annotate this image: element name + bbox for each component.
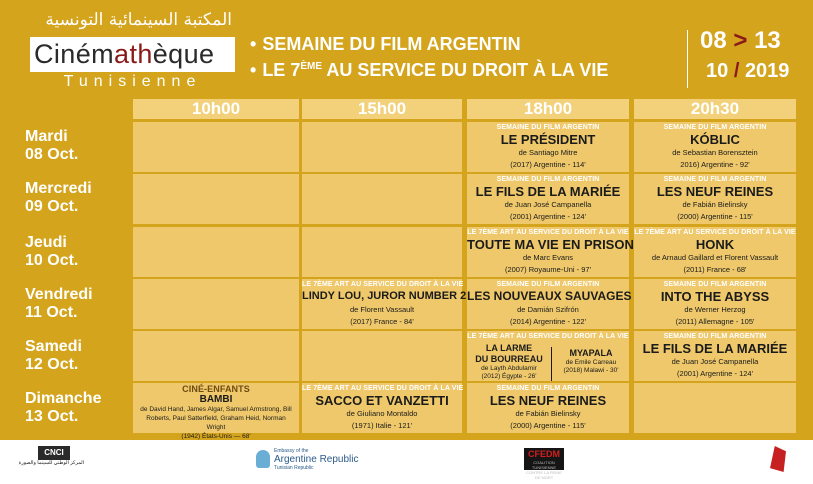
embassy-name: Argentine Republic: [274, 454, 359, 465]
film-info: (2000) Argentine - 115': [510, 421, 586, 430]
date-slash: /: [733, 60, 740, 82]
screening-cell: [634, 227, 796, 277]
month: 10: [706, 60, 729, 82]
film-title-line1: LA LARME: [485, 343, 533, 353]
program-label: SEMAINE DU FILM ARGENTIN: [663, 333, 767, 340]
film-title: LINDY LOU, JUROR NUMBER 2: [302, 290, 467, 302]
empty-slot: [302, 227, 462, 277]
program-label: SEMAINE DU FILM ARGENTIN: [496, 124, 600, 131]
date-divider: [687, 30, 688, 88]
embassy-logo: [274, 448, 359, 471]
date-arrow: >: [733, 27, 748, 54]
screening-cell: [467, 279, 632, 329]
screening-cell: [634, 331, 796, 381]
year: 2019: [744, 60, 790, 82]
film-director: de Fabián Bielinsky: [682, 200, 748, 209]
coalition-logo: [524, 448, 564, 480]
date-from: 08: [700, 27, 727, 54]
film-title: LE FILS DE LA MARIÉE: [642, 341, 788, 356]
film-title: LE FILS DE LA MARIÉE: [475, 184, 621, 199]
cnci-logo: [18, 446, 84, 466]
cinematheque-logo: [30, 37, 235, 72]
film-director: de Werner Herzog: [684, 305, 746, 314]
screening-cell: [302, 279, 467, 329]
film-title: LES NEUF REINES: [656, 184, 774, 199]
day-date: 13 Oct.: [25, 408, 79, 425]
empty-slot: [302, 122, 462, 172]
day-date: 08 Oct.: [25, 146, 79, 163]
empty-slot: [302, 174, 462, 224]
headline-2-start: LE 7: [262, 60, 301, 80]
day-name: Mercredi: [25, 180, 92, 197]
month-year: [706, 60, 789, 83]
film-title: LES NOUVEAUX SAUVAGES: [467, 289, 632, 303]
film-info: (2001) Argentine - 124': [509, 212, 587, 221]
day-label-saturday: [25, 338, 125, 374]
film-info: (2014) Argentine - 122': [509, 317, 587, 326]
day-name: Mardi: [25, 128, 68, 145]
sponsor-footer: [0, 440, 813, 484]
day-name: Dimanche: [25, 390, 102, 407]
film-title: SACCO ET VANZETTI: [315, 393, 449, 408]
empty-slot: [133, 227, 299, 277]
film-info: (1971) Italie - 121': [351, 421, 413, 430]
empty-slot: [133, 331, 299, 381]
film-director: de Florent Vassault: [349, 305, 415, 314]
time-header-15h00: 15h00: [302, 99, 462, 119]
headline-argentine-week: [250, 34, 521, 55]
film-director: de Santiago Mitre: [518, 148, 578, 157]
day-name: Vendredi: [25, 286, 93, 303]
bullet: •: [250, 34, 257, 54]
program-label: SEMAINE DU FILM ARGENTIN: [496, 385, 600, 392]
day-name: Jeudi: [25, 234, 67, 251]
film-title: INTO THE ABYSS: [660, 289, 770, 304]
program-label: SEMAINE DU FILM ARGENTIN: [663, 176, 767, 183]
screening-cell: [467, 174, 629, 224]
film-title: BAMBI: [199, 394, 233, 405]
screening-cell: [634, 174, 796, 224]
logo-arabic-text: المكتبة السينمائية التونسية: [45, 10, 232, 30]
film-info: (2012) Égypte - 26': [481, 373, 537, 380]
day-label-wednesday: [25, 180, 125, 216]
date-range: [700, 27, 781, 55]
time-header-20h30: 20h30: [634, 99, 796, 119]
film-title: LE PRÉSIDENT: [500, 132, 596, 147]
film-info: (2000) Argentine - 115': [677, 212, 753, 221]
program-label: SEMAINE DU FILM ARGENTIN: [663, 281, 767, 288]
red-emblem-icon: [770, 446, 786, 472]
day-date: 11 Oct.: [25, 304, 78, 321]
cnci-subtitle: المركز الوطني للسينما والصورة: [18, 460, 84, 466]
film-director: de Arnaud Gaillard et Florent Vassault: [651, 253, 779, 262]
day-name: Samedi: [25, 338, 82, 355]
day-label-sunday: [25, 390, 125, 426]
film-title: HONK: [695, 237, 735, 252]
screening-cell: [302, 383, 462, 433]
program-label: LE 7ÈME ART AU SERVICE DU DROIT À LA VIE: [634, 229, 796, 236]
double-screening-cell: [467, 331, 629, 381]
film-info: (2011) Allemagne - 105': [675, 317, 755, 326]
film-director: de Juan José Campanella: [504, 200, 592, 209]
program-label: SEMAINE DU FILM ARGENTIN: [496, 176, 600, 183]
film-director: de Juan José Campanella: [671, 357, 759, 366]
short-film-right: [555, 348, 627, 375]
bullet: •: [250, 60, 257, 80]
program-label: LE 7ÈME ART AU SERVICE DU DROIT À LA VIE: [302, 385, 464, 392]
film-info: (2017) France - 84': [350, 317, 414, 326]
empty-slot: [133, 174, 299, 224]
day-label-thursday: [25, 234, 125, 270]
empty-slot: [302, 331, 462, 381]
logo-word-end: èque: [152, 39, 215, 69]
cnci-mark: CNCI: [38, 446, 70, 460]
ordinal-suffix: ÈME: [300, 61, 322, 72]
film-info: (1942) États-Unis — 68': [181, 433, 251, 440]
film-info: (2017) Argentine - 114': [510, 160, 586, 169]
logo-word-mid: ath: [114, 39, 153, 69]
short-film-left: [469, 343, 549, 381]
screening-cell: [133, 383, 299, 440]
screening-cell: [634, 279, 796, 329]
day-date: 10 Oct.: [25, 252, 79, 269]
headline-1-text: SEMAINE DU FILM ARGENTIN: [262, 34, 521, 54]
screening-cell: [634, 122, 796, 172]
program-label: CINÉ-ENFANTS: [182, 384, 250, 394]
headline-right-to-life: [250, 60, 608, 81]
time-header-10h00: 10h00: [133, 99, 299, 119]
film-title: KÓBLIC: [690, 132, 740, 147]
screening-cell: [467, 227, 634, 277]
embassy-country: Tunisian Republic: [274, 465, 314, 471]
coalition-word: CFEDM: [528, 449, 560, 459]
film-director: de Damián Szifrón: [517, 305, 579, 314]
time-header-18h00: 18h00: [467, 99, 629, 119]
coalition-sub: COALITION TUNISIENNE CONTRE LA PEINE DE MORT: [526, 460, 562, 480]
film-director: de Emile Carreau: [565, 359, 617, 366]
film-title: MYAPALA: [569, 348, 613, 358]
headline-2-end: AU SERVICE DU DROIT À LA VIE: [326, 60, 609, 80]
film-info: (2007) Royaume-Uni - 97': [504, 265, 592, 274]
empty-slot: [133, 279, 299, 329]
logo-word-start: Ciném: [34, 39, 115, 69]
argentina-crest-icon: [256, 450, 270, 468]
film-director: de Giuliano Montaldo: [346, 409, 418, 418]
film-info: (2018) Malawi - 30': [563, 367, 619, 374]
split-divider: [551, 347, 552, 381]
film-title-line2: DU BOURREAU: [475, 354, 543, 364]
day-label-friday: [25, 286, 125, 322]
film-director: de Sebastian Borensztein: [672, 148, 758, 157]
film-director: de Marc Evans: [522, 253, 574, 262]
screening-cell: [467, 383, 629, 433]
program-label: SEMAINE DU FILM ARGENTIN: [496, 281, 600, 288]
program-label: LE 7ÈME ART AU SERVICE DU DROIT À LA VIE: [467, 229, 629, 236]
date-to: 13: [754, 27, 781, 54]
day-date: 09 Oct.: [25, 198, 79, 215]
film-title: TOUTE MA VIE EN PRISON: [467, 237, 634, 252]
film-info: 2016) Argentine - 92': [680, 160, 750, 169]
day-date: 12 Oct.: [25, 356, 79, 373]
film-director: de Layth Abdulamir: [481, 365, 537, 372]
logo-subtitle: Tunisienne: [63, 73, 202, 90]
film-info: (2011) France - 68': [683, 265, 747, 274]
embassy-small: Embassy of the: [274, 448, 309, 454]
screening-cell: [467, 122, 629, 172]
program-label: LE 7ÈME ART AU SERVICE DU DROIT À LA VIE: [467, 333, 629, 340]
film-director: de Fabián Bielinsky: [515, 409, 581, 418]
empty-slot: [634, 383, 796, 433]
logo-wordmark: [34, 39, 214, 70]
program-label: LE 7ÈME ART AU SERVICE DU DROIT À LA VIE: [302, 281, 464, 288]
empty-slot: [133, 122, 299, 172]
film-director: de David Hand, James Algar, Samuel Armstrong, Bill Roberts, Paul Satterfield, Graham Heid, Norman Wright: [140, 406, 292, 431]
film-title: LES NEUF REINES: [489, 393, 607, 408]
day-label-tuesday: [25, 128, 125, 164]
film-info: (2001) Argentine - 124': [676, 369, 754, 378]
program-label: SEMAINE DU FILM ARGENTIN: [663, 124, 767, 131]
